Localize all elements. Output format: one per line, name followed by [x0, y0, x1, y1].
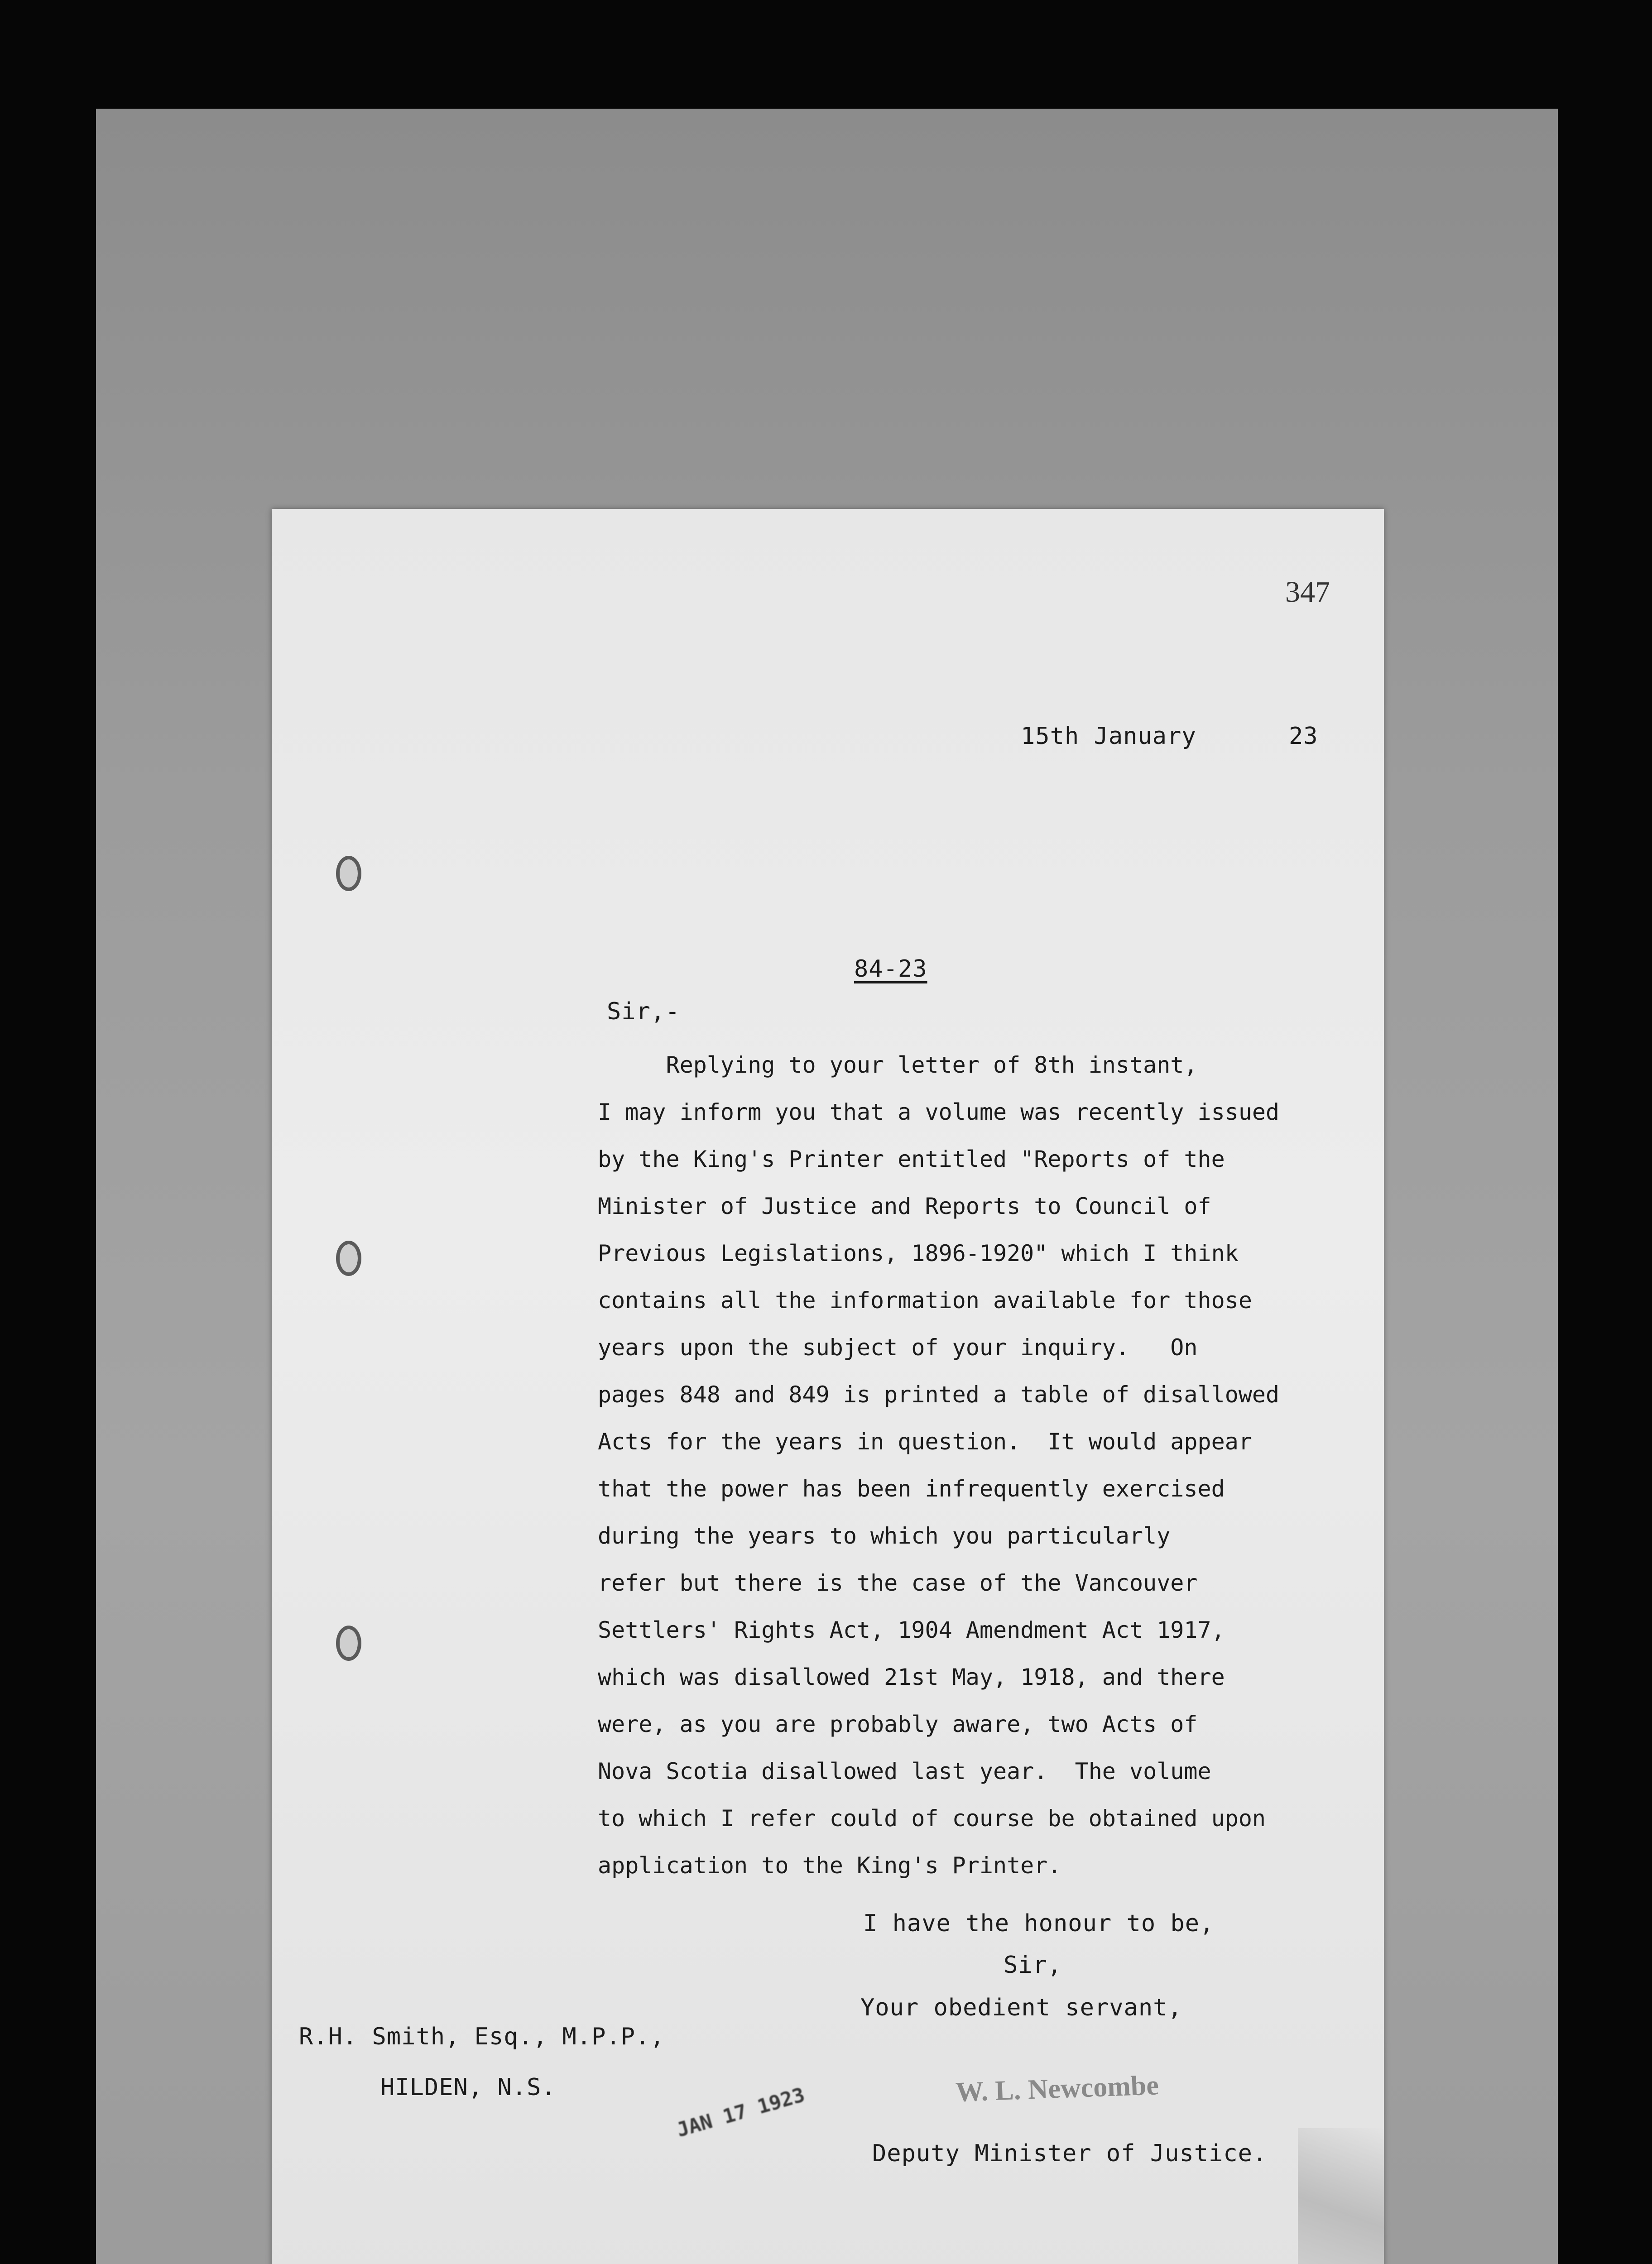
body-line: application to the King's Printer. — [598, 1852, 1061, 1879]
addressee-place: HILDEN, N.S. — [380, 2074, 556, 2101]
letter-year: 23 — [1289, 723, 1318, 750]
body-line: I may inform you that a volume was recently issued — [598, 1099, 1280, 1125]
body-line: contains all the information available for those — [598, 1287, 1252, 1314]
body-line: that the power has been infrequently exercised — [598, 1476, 1225, 1502]
body-line: by the King's Printer entitled "Reports of the — [598, 1146, 1225, 1172]
reference-number: 84-23 — [854, 955, 927, 983]
closing-honour: I have the honour to be, — [863, 1910, 1215, 1937]
body-line: to which I refer could of course be obtained upon — [598, 1805, 1266, 1832]
salutation: Sir,- — [607, 998, 680, 1025]
body-line: during the years to which you particularly — [598, 1523, 1171, 1549]
body-line: Previous Legislations, 1896-1920" which I think — [598, 1240, 1239, 1266]
body-line: Nova Scotia disallowed last year. The volume — [598, 1758, 1211, 1784]
received-date-stamp: JAN 17 1923 — [674, 2083, 807, 2142]
body-line: Minister of Justice and Reports to Council of — [598, 1193, 1211, 1219]
body-line: Replying to your letter of 8th instant, — [598, 1052, 1198, 1078]
punch-hole-middle — [336, 1241, 361, 1276]
body-line: refer but there is the case of the Vancouver — [598, 1570, 1198, 1596]
body-line: pages 848 and 849 is printed a table of disallowed — [598, 1381, 1280, 1408]
page-number: 347 — [1285, 576, 1330, 609]
signature-stamp: W. L. Newcombe — [955, 2070, 1159, 2108]
punch-hole-top — [336, 856, 361, 891]
body-line: Settlers' Rights Act, 1904 Amendment Act 1917, — [598, 1617, 1225, 1643]
addressee-name: R.H. Smith, Esq., M.P.P., — [299, 2023, 665, 2050]
body-line: Acts for the years in question. It would appear — [598, 1429, 1252, 1455]
punch-hole-bottom — [336, 1626, 361, 1661]
letter-date: 15th January — [1021, 723, 1196, 750]
page-curl — [1298, 2128, 1384, 2264]
closing-sir: Sir, — [1004, 1952, 1062, 1979]
closing-servant: Your obedient servant, — [860, 1994, 1182, 2021]
signatory-title: Deputy Minister of Justice. — [872, 2140, 1268, 2167]
body-line: years upon the subject of your inquiry. On — [598, 1334, 1198, 1361]
body-line: which was disallowed 21st May, 1918, and there — [598, 1664, 1225, 1690]
body-line: were, as you are probably aware, two Acts of — [598, 1711, 1198, 1737]
letter-body — [598, 1041, 1368, 1889]
